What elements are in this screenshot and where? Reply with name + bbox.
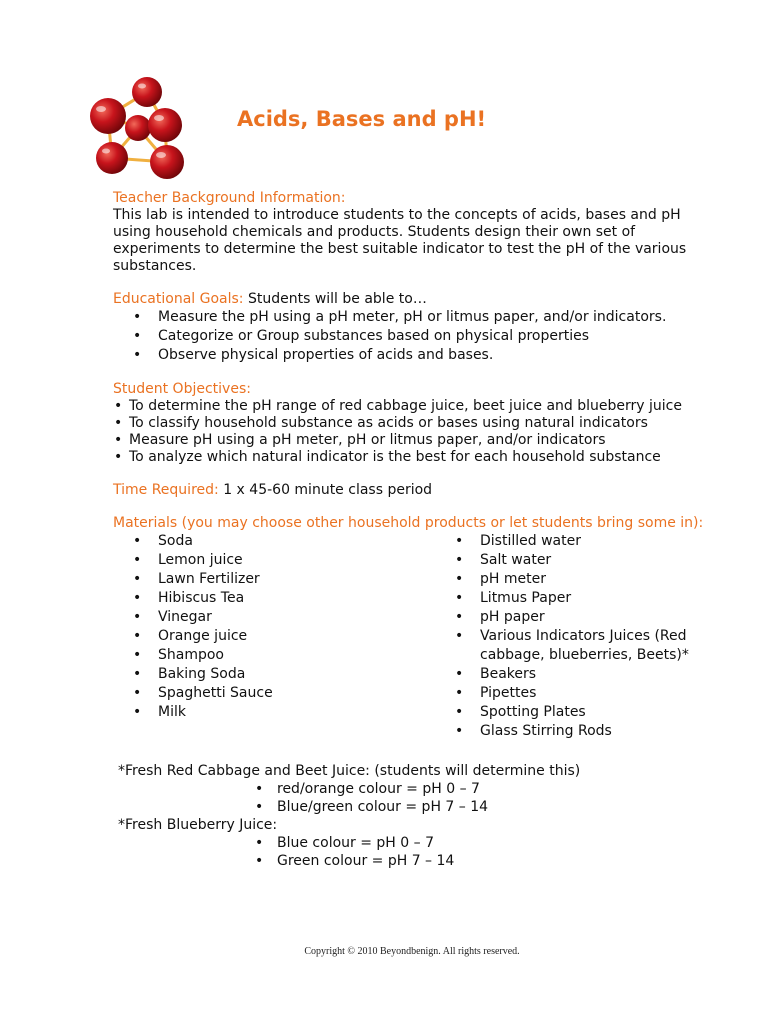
material-item: • Soda xyxy=(113,532,423,551)
material-item: • Beakers xyxy=(435,665,725,684)
objectives-section xyxy=(113,381,713,466)
apple-molecule-icon xyxy=(80,70,200,190)
blueberry-color-item: • Blue colour = pH 0 – 7 xyxy=(118,834,718,852)
background-text: This lab is intended to introduce students to the concepts of acids, bases and pH using household chemicals and products. Students design their own set of experiments to determine the best suitable indicator to test the pH of the various substances. xyxy=(113,207,687,274)
material-item: • Vinegar xyxy=(113,608,423,627)
goal-item: • Observe physical properties of acids and bases. xyxy=(113,346,713,365)
background-heading: Teacher Background Information: xyxy=(113,190,346,206)
indicator-notes xyxy=(118,762,718,870)
cabbage-label: *Fresh Red Cabbage and Beet Juice: (students will determine this) xyxy=(118,763,581,779)
time-section xyxy=(113,482,713,499)
materials-section xyxy=(113,515,713,737)
material-item: • Salt water xyxy=(435,551,725,570)
materials-column-2 xyxy=(435,532,725,741)
material-item: • Baking Soda xyxy=(113,665,423,684)
material-item: • Glass Stirring Rods xyxy=(435,722,725,741)
goal-item: • Measure the pH using a pH meter, pH or litmus paper, and/or indicators. xyxy=(113,308,713,327)
background-section xyxy=(113,190,713,275)
goals-heading: Educational Goals: xyxy=(113,291,244,307)
goals-intro: Students will be able to… xyxy=(243,291,427,307)
blueberry-list xyxy=(118,834,718,870)
material-item: • Orange juice xyxy=(113,627,423,646)
goal-item: • Categorize or Group substances based on physical properties xyxy=(113,327,713,346)
objective-item: • To analyze which natural indicator is the best for each household substance xyxy=(113,449,713,466)
cabbage-list xyxy=(118,780,718,816)
material-item: • Pipettes xyxy=(435,684,725,703)
material-item: • Shampoo xyxy=(113,646,423,665)
material-item: • pH paper xyxy=(435,608,725,627)
blueberry-label: *Fresh Blueberry Juice: xyxy=(118,817,278,833)
cabbage-color-item: • red/orange colour = pH 0 – 7 xyxy=(118,780,718,798)
material-item: • Various Indicators Juices (Red cabbage, blueberries, Beets)* xyxy=(435,627,725,665)
blueberry-color-item: • Green colour = pH 7 – 14 xyxy=(118,852,718,870)
material-item: • Hibiscus Tea xyxy=(113,589,423,608)
materials-column-1 xyxy=(113,532,423,722)
copyright-footer: Copyright © 2010 Beyondbenign. All rights reserved. xyxy=(304,946,520,957)
objective-item: • To classify household substance as acids or bases using natural indicators xyxy=(113,415,713,432)
objective-item: • To determine the pH range of red cabbage juice, beet juice and blueberry juice xyxy=(113,398,713,415)
material-item: • Lawn Fertilizer xyxy=(113,570,423,589)
material-item: • Spotting Plates xyxy=(435,703,725,722)
objective-item: • Measure pH using a pH meter, pH or litmus paper, and/or indicators xyxy=(113,432,713,449)
cabbage-color-item: • Blue/green colour = pH 7 – 14 xyxy=(118,798,718,816)
objectives-list xyxy=(113,398,713,466)
material-item: • Spaghetti Sauce xyxy=(113,684,423,703)
time-heading: Time Required: xyxy=(113,482,219,498)
material-item: • pH meter xyxy=(435,570,725,589)
materials-heading: Materials (you may choose other household products or let students bring some in): xyxy=(113,515,704,531)
goals-list xyxy=(113,308,713,365)
document-body xyxy=(113,190,713,737)
goals-section xyxy=(113,291,713,365)
page-title: Acids, Bases and pH! xyxy=(237,107,487,131)
time-value: 1 x 45-60 minute class period xyxy=(218,482,433,498)
material-item: • Milk xyxy=(113,703,423,722)
material-item: • Distilled water xyxy=(435,532,725,551)
material-item: • Litmus Paper xyxy=(435,589,725,608)
material-item: • Lemon juice xyxy=(113,551,423,570)
objectives-heading: Student Objectives: xyxy=(113,381,251,397)
